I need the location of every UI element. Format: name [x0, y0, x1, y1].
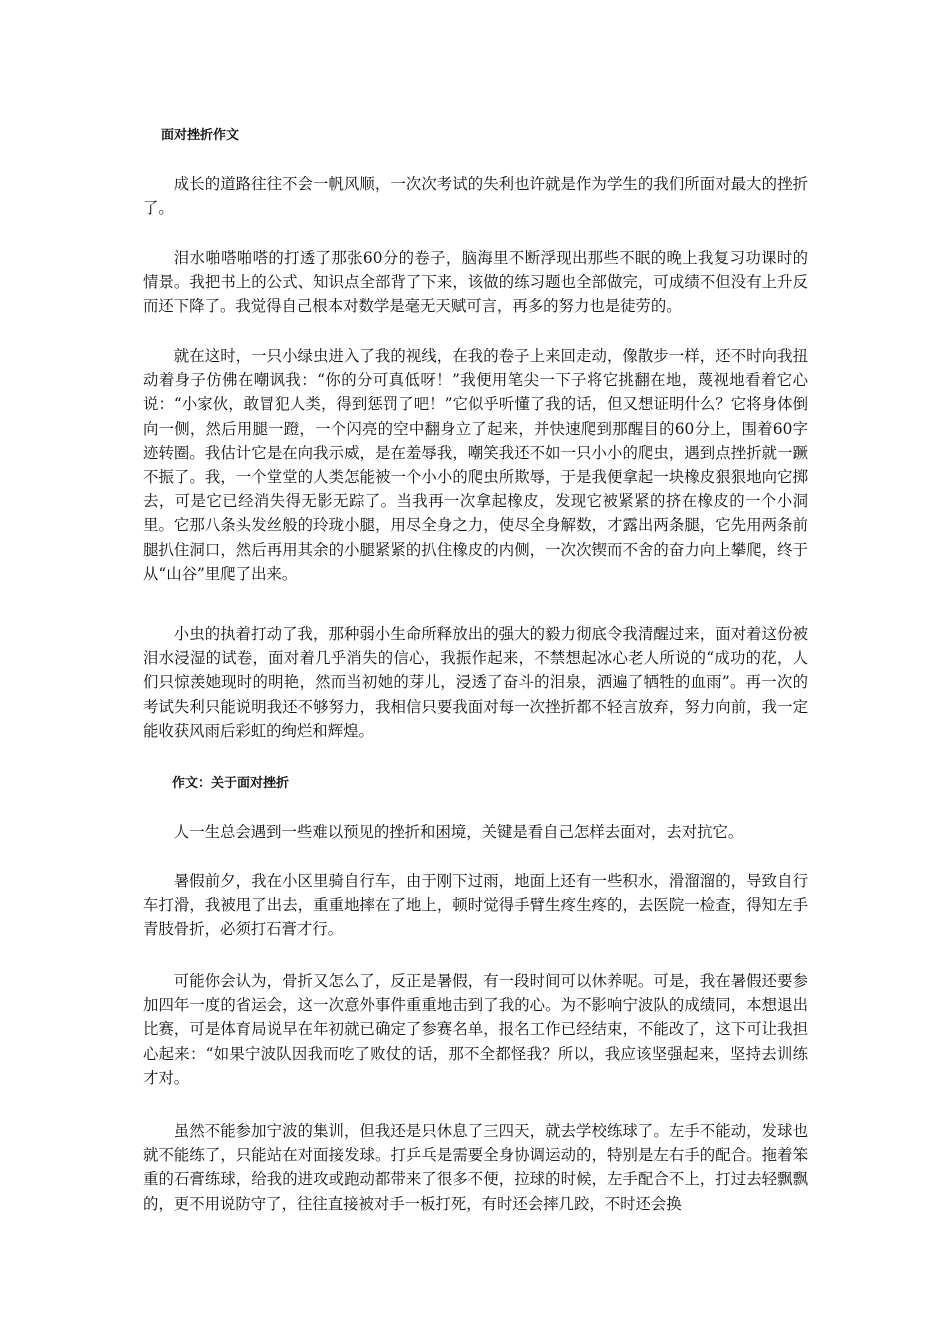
essay1-paragraph-1: 成长的道路往往不会一帆风顺，一次次考试的失利也许就是作为学生的我们所面对最大的挫折了。: [143, 175, 808, 218]
essay1-paragraph-4: 小虫的执着打动了我，那种弱小生命所释放出的强大的毅力彻底令我清醒过来，面对着这份被泪水浸湿的试卷，面对着几乎消失的信心，我振作起来，不禁想起冰心老人所说的“成功的花，人们只惊羡她现时的明艳，然而当初她的芽儿，浸透了奋斗的泪泉，洒遍了牺牲的血雨”。再一次的考试失利只能说明我还不够努力，我相信只要我面对每一次挫折都不轻言放弃，努力向前，我一定能收获风雨后彩虹的绚烂和辉煌。: [143, 625, 808, 740]
essay1-paragraph-3: 就在这时，一只小绿虫进入了我的视线，在我的卷子上来回走动，像散步一样，还不时向我扭动着身子仿佛在嘲讽我：“你的分可真低呀！”我便用笔尖一下子将它挑翻在地，蔑视地看着它心说：“小家伙，敢冒犯人类，得到惩罚了吧！”它似乎听懂了我的话，但又想证明什么？它将身体倒向一侧，然后用腿一蹬，一个闪亮的空中翻身立了起来，并快速爬到那醒目的60分上，围着60字迹转圈。我估计它是在向我示威，是在羞辱我，嘲笑我还不如一只小小的爬虫，遇到点挫折就一蹶不振了。我，一个堂堂的人类怎能被一个小小的爬虫所欺辱，于是我便拿起一块橡皮狠狠地向它掷去，可是它已经消失得无影无踪了。当我再一次拿起橡皮，发现它被紧紧的挤在橡皮的一个小洞里。它那八条头发丝般的玲珑小腿，用尽全身之力，使尽全身解数，才露出两条腿，它先用两条前腿扒住洞口，然后再用其余的小腿紧紧的扒住橡皮的内侧，一次次锲而不舍的奋力向上攀爬，终于从“山谷”里爬了出来。: [143, 347, 808, 583]
essay2-paragraph-1: 人一生总会遇到一些难以预见的挫折和困境，关键是看自己怎样去面对，去对抗它。: [173, 823, 744, 841]
essay1-title: 面对挫折作文: [161, 128, 240, 143]
essay1-paragraph-2: 泪水啪嗒啪嗒的打透了那张60分的卷子，脑海里不断浮现出那些不眠的晚上我复习功课时的情景。我把书上的公式、知识点全部背了下来，该做的练习题也全部做完，可成绩不但没有上升反而还下降了。我觉得自己根本对数学是毫无天赋可言，再多的努力也是徒劳的。: [143, 249, 808, 316]
essay2-paragraph-3: 可能你会认为，骨折又怎么了，反正是暑假，有一段时间可以休养呢。可是，我在暑假还要参加四年一度的省运会，这一次意外事件重重地击到了我的心。为不影响宁波队的成绩同，本想退出比赛，可是体育局说早在年初就已确定了参赛名单，报名工作已经结束，不能改了，这下可让我担心起来：“如果宁波队因我而吃了败仗的话，那不全都怪我？所以，我应该坚强起来，坚持去训练才对。: [143, 972, 808, 1087]
essay2-paragraph-4: 虽然不能参加宁波的集训，但我还是只休息了三四天，就去学校练球了。左手不能动，发球也就不能练了，只能站在对面接发球。打乒乓是需要全身协调运动的，特别是左右手的配合。拖着笨重的石膏练球，给我的进攻或跑动都带来了很多不便，拉球的时候，左手配合不上，打过去轻飘飘的，更不用说防守了，往往直接被对手一板打死，有时还会摔几跤，不时还会换: [143, 1122, 808, 1213]
essay2-title: 作文：关于面对挫折: [172, 776, 290, 791]
essay2-paragraph-2: 暑假前夕，我在小区里骑自行车，由于刚下过雨，地面上还有一些积水，滑溜溜的，导致自行车打滑，我被甩了出去，重重地摔在了地上，顿时觉得手臂生疼生疼的，去医院一检查，得知左手青肢骨折，必须打石膏才行。: [143, 872, 808, 939]
